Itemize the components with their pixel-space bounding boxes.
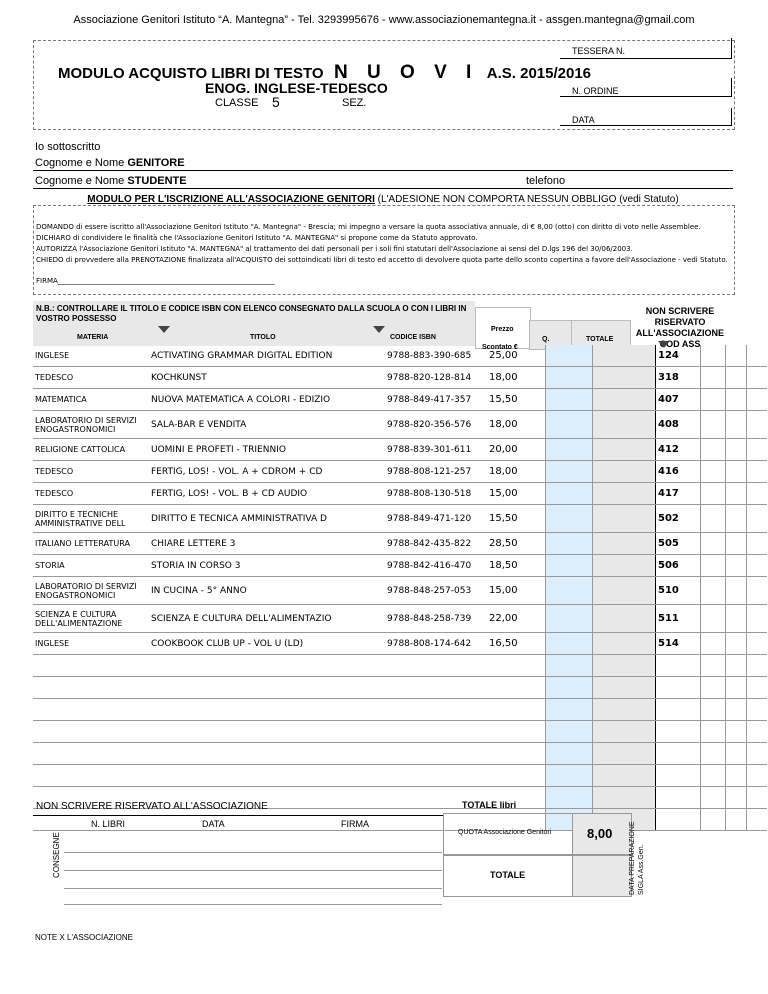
cod-cell [726, 765, 747, 787]
cod-cell [747, 743, 768, 765]
book-materia [33, 699, 149, 721]
book-isbn: 9788-849-471-120 [385, 505, 487, 533]
book-titolo [149, 721, 385, 743]
cod-cell [747, 699, 768, 721]
book-qty[interactable] [546, 577, 593, 605]
cod-cell [701, 721, 726, 743]
membership-title: MODULO PER L'ISCRIZIONE ALL'ASSOCIAZIONE GENITORI (L'ADESIONE NON COMPORTA NESSUN OBBLIGO (vedi Statuto) [87, 194, 679, 205]
cod-cell [747, 555, 768, 577]
book-isbn: 9788-808-121-257 [385, 461, 487, 483]
book-cod-ass: 505 [656, 533, 701, 555]
book-isbn: 9788-820-128-814 [385, 367, 487, 389]
cod-cell [747, 389, 768, 411]
cod-cell [701, 367, 726, 389]
book-titolo [149, 699, 385, 721]
book-isbn: 9788-883-390-685 [385, 345, 487, 367]
book-totale [593, 577, 656, 605]
book-prezzo [487, 721, 546, 743]
col-scontato: Scontato € [482, 344, 518, 351]
empty-book-row [33, 677, 767, 699]
book-qty[interactable] [546, 765, 593, 787]
book-isbn [385, 765, 487, 787]
book-materia: STORIA [33, 555, 149, 577]
book-totale [593, 483, 656, 505]
book-cod-ass: 407 [656, 389, 701, 411]
book-row [33, 461, 767, 483]
cod-cell [701, 555, 726, 577]
cod-cell [701, 699, 726, 721]
book-totale [593, 411, 656, 439]
book-titolo [149, 655, 385, 677]
book-row [33, 389, 767, 411]
n-libri-label: N. LIBRI [91, 819, 126, 829]
cod-cell [726, 577, 747, 605]
classe-label: CLASSE [215, 97, 259, 109]
cod-cell [747, 787, 768, 809]
book-cod-ass [656, 787, 701, 809]
book-isbn [385, 677, 487, 699]
cod-cell [726, 439, 747, 461]
book-isbn: 9788-842-435-822 [385, 533, 487, 555]
book-qty[interactable] [546, 699, 593, 721]
book-prezzo: 15,00 [487, 577, 546, 605]
cod-cell [747, 809, 768, 831]
genitore-field[interactable] [33, 170, 733, 171]
book-prezzo [487, 677, 546, 699]
book-cod-ass [656, 721, 701, 743]
book-totale [593, 345, 656, 367]
book-prezzo: 18,50 [487, 555, 546, 577]
tessera-label: TESSERA N. [572, 46, 626, 56]
data-line[interactable] [560, 125, 732, 126]
note-label: NOTE X L'ASSOCIAZIONE [35, 933, 133, 942]
cod-cell [726, 533, 747, 555]
cod-cell [726, 809, 747, 831]
isbn-dropdown-icon[interactable] [373, 326, 385, 333]
cod-cell [726, 787, 747, 809]
book-materia [33, 677, 149, 699]
book-titolo: IN CUCINA - 5° ANNO [149, 577, 385, 605]
cod-cell [747, 439, 768, 461]
book-materia [33, 655, 149, 677]
book-titolo: KOCHKUNST [149, 367, 385, 389]
book-cod-ass: 124 [656, 345, 701, 367]
col-q: Q. [542, 336, 550, 343]
book-row [33, 633, 767, 655]
ordine-mark [731, 78, 732, 96]
book-isbn: 9788-808-174-642 [385, 633, 487, 655]
reserved-title: NON SCRIVERE RISERVATO ALL'ASSOCIAZIONE COD ASS [635, 306, 725, 349]
book-totale [593, 389, 656, 411]
book-prezzo: 25,00 [487, 345, 546, 367]
book-totale [593, 367, 656, 389]
book-prezzo: 18,00 [487, 411, 546, 439]
cod-cell [726, 605, 747, 633]
book-isbn: 9788-848-258-739 [385, 605, 487, 633]
empty-book-row [33, 743, 767, 765]
cod-cell [747, 605, 768, 633]
book-materia: TEDESCO [33, 367, 149, 389]
book-qty[interactable] [546, 505, 593, 533]
book-prezzo [487, 699, 546, 721]
cod-cell [726, 721, 747, 743]
cod-cell [726, 677, 747, 699]
cod-cell [701, 743, 726, 765]
cod-cell [747, 483, 768, 505]
book-row [33, 483, 767, 505]
cod-cell [747, 655, 768, 677]
book-cod-ass [656, 765, 701, 787]
cod-cell [726, 555, 747, 577]
book-totale [593, 439, 656, 461]
footer-divider [33, 815, 443, 816]
cod-cell [747, 367, 768, 389]
empty-book-row [33, 721, 767, 743]
book-isbn: 9788-849-417-357 [385, 389, 487, 411]
cod-cell [726, 345, 747, 367]
cod-cell [701, 483, 726, 505]
telefono-label: telefono [526, 175, 566, 187]
book-prezzo: 28,50 [487, 533, 546, 555]
book-qty[interactable] [546, 367, 593, 389]
cod-cell [701, 605, 726, 633]
empty-book-row [33, 655, 767, 677]
cod-cell [726, 743, 747, 765]
book-isbn [385, 655, 487, 677]
cod-cell [747, 577, 768, 605]
membership-line-1: DOMANDO di essere iscritto all'Associazione Genitori Istituto "A. Mantegna" - Brescia; mi impegno a versare la quota associativa annuale, di € 8,00 (otto) con diritto di voto nelle Assemblee. [36, 223, 701, 231]
prezzo-header [475, 307, 531, 349]
book-titolo: CHIARE LETTERE 3 [149, 533, 385, 555]
book-cod-ass: 412 [656, 439, 701, 461]
book-qty[interactable] [546, 345, 593, 367]
cod-cell [747, 505, 768, 533]
notice-text: N.B.: CONTROLLARE IL TITOLO E CODICE ISBN CON ELENCO CONSEGNATO DALLA SCUOLA O CON I LIBRI IN VOSTRO POSSESSO [36, 304, 467, 323]
book-totale [593, 633, 656, 655]
book-qty[interactable] [546, 411, 593, 439]
data-mark [731, 108, 732, 125]
book-qty[interactable] [546, 555, 593, 577]
book-prezzo [487, 765, 546, 787]
book-cod-ass [656, 699, 701, 721]
book-materia: INGLESE [33, 633, 149, 655]
book-titolo [149, 677, 385, 699]
book-totale [593, 721, 656, 743]
empty-book-row [33, 699, 767, 721]
book-totale [593, 605, 656, 633]
book-qty[interactable] [546, 677, 593, 699]
book-cod-ass: 510 [656, 577, 701, 605]
book-qty[interactable] [546, 655, 593, 677]
book-isbn [385, 743, 487, 765]
book-qty[interactable] [546, 787, 593, 809]
cod-cell [701, 461, 726, 483]
book-totale [593, 533, 656, 555]
book-prezzo: 16,50 [487, 633, 546, 655]
book-row [33, 411, 767, 439]
membership-box [33, 205, 735, 295]
book-qty[interactable] [546, 633, 593, 655]
book-titolo: FERTIG, LOS! - VOL. A + CDROM + CD [149, 461, 385, 483]
book-totale [593, 787, 656, 809]
cod-cell [701, 633, 726, 655]
consegne-label: CONSEGNE [52, 832, 61, 878]
cod-cell [726, 505, 747, 533]
book-titolo: SALA-BAR E VENDITA [149, 411, 385, 439]
cod-cell [747, 411, 768, 439]
book-titolo: NUOVA MATEMATICA A COLORI - EDIZIO [149, 389, 385, 411]
sez-label: SEZ. [342, 97, 367, 109]
book-totale [593, 555, 656, 577]
book-totale [593, 699, 656, 721]
book-isbn: 9788-848-257-053 [385, 577, 487, 605]
book-totale [593, 765, 656, 787]
book-titolo: UOMINI E PROFETI - TRIENNIO [149, 439, 385, 461]
cod-cell [747, 677, 768, 699]
header-contact: Associazione Genitori Istituto “A. Mantegna” - Tel. 3293995676 - www.associazionemantegna.it - assgen.mantegna@gmail.com [73, 14, 695, 26]
book-cod-ass [656, 743, 701, 765]
book-cod-ass: 318 [656, 367, 701, 389]
course-name: ENOG. INGLESE-TEDESCO [205, 80, 388, 96]
cod-cell [701, 411, 726, 439]
book-prezzo: 18,00 [487, 367, 546, 389]
book-isbn: 9788-808-130-518 [385, 483, 487, 505]
cod-cell [747, 633, 768, 655]
cod-cell [701, 787, 726, 809]
col-isbn: CODICE ISBN [390, 334, 436, 341]
book-cod-ass [656, 809, 701, 831]
quota-box [443, 813, 575, 855]
book-cod-ass: 506 [656, 555, 701, 577]
prep-label: DATA PREPARAZIONE SIGLA Ass.Gen. [629, 821, 645, 895]
cod-cell [726, 461, 747, 483]
tessera-mark [731, 38, 732, 58]
book-prezzo: 20,00 [487, 439, 546, 461]
book-materia [33, 721, 149, 743]
membership-firma[interactable]: FIRMA______________________________________________________________ [36, 277, 275, 285]
book-isbn: 9788-820-356-576 [385, 411, 487, 439]
book-row [33, 439, 767, 461]
cod-cell [701, 655, 726, 677]
book-row [33, 367, 767, 389]
book-materia: SCIENZA E CULTURA DELL'ALIMENTAZIONE [33, 605, 149, 633]
totale-value-box[interactable] [572, 855, 632, 897]
book-cod-ass: 511 [656, 605, 701, 633]
book-cod-ass [656, 655, 701, 677]
firma-label: FIRMA [341, 819, 369, 829]
book-isbn [385, 699, 487, 721]
book-qty[interactable] [546, 389, 593, 411]
book-isbn: 9788-842-416-470 [385, 555, 487, 577]
membership-line-3: AUTORIZZA l'Associazione Genitori Istituto "A. MANTEGNA" al trattamento dei dati personali per i soli fini statutari dell'Associazione ai sensi del D.lgs 196 del 30/06/2003. [36, 245, 633, 253]
book-qty[interactable] [546, 721, 593, 743]
studente-label: Cognome e Nome STUDENTE [35, 175, 187, 187]
book-cod-ass [656, 677, 701, 699]
book-qty[interactable] [546, 605, 593, 633]
quota-value: 8,00 [587, 826, 613, 841]
quota-value-box [572, 813, 632, 855]
book-totale [593, 743, 656, 765]
membership-line-4: CHIEDO di provvedere alla PRENOTAZIONE finalizzata all'ACQUISTO dei sottoindicati libri di testo ed accetto di devolvere quota parte dello sconto copertina a favore dell'Associazione - vedi Statuto. [36, 256, 728, 264]
book-totale [593, 677, 656, 699]
book-titolo: FERTIG, LOS! - VOL. B + CD AUDIO [149, 483, 385, 505]
ordine-label: N. ORDINE [572, 86, 619, 96]
cod-cell [701, 345, 726, 367]
tessera-line[interactable] [560, 58, 732, 59]
cod-cell [726, 389, 747, 411]
book-totale [593, 505, 656, 533]
book-titolo [149, 743, 385, 765]
books-table [33, 345, 767, 831]
cod-cell [747, 461, 768, 483]
book-isbn: 9788-839-301-611 [385, 439, 487, 461]
intro-text: Io sottoscritto [35, 141, 101, 153]
cod-cell [747, 721, 768, 743]
totale-label: TOTALE [490, 870, 526, 880]
book-materia: ITALIANO LETTERATURA [33, 533, 149, 555]
book-row [33, 605, 767, 633]
cod-cell [726, 367, 747, 389]
book-qty[interactable] [546, 743, 593, 765]
book-cod-ass: 417 [656, 483, 701, 505]
totale-libri-label: TOTALE libri [462, 800, 517, 810]
cod-cell [701, 505, 726, 533]
book-materia: INGLESE [33, 345, 149, 367]
book-materia: TEDESCO [33, 483, 149, 505]
quota-label: QUOTA Associazione Genitori [458, 829, 552, 836]
book-prezzo [487, 655, 546, 677]
cod-cell [701, 533, 726, 555]
book-cod-ass: 502 [656, 505, 701, 533]
book-materia: DIRITTO E TECNICHE AMMINISTRATIVE DELL [33, 505, 149, 533]
cod-cell [726, 699, 747, 721]
book-totale [593, 461, 656, 483]
book-prezzo: 15,50 [487, 505, 546, 533]
data-label: DATA [572, 115, 595, 125]
school-year: A.S. 2015/2016 [486, 65, 592, 82]
cod-cell [701, 765, 726, 787]
book-materia: LABORATORIO DI SERVIZI ENOGASTRONOMICI [33, 411, 149, 439]
col-totale: TOTALE [586, 336, 614, 343]
book-titolo: ACTIVATING GRAMMAR DIGITAL EDITION [149, 345, 385, 367]
book-qty[interactable] [546, 439, 593, 461]
book-materia [33, 765, 149, 787]
book-materia: TEDESCO [33, 461, 149, 483]
book-titolo: SCIENZA E CULTURA DELL'ALIMENTAZIO [149, 605, 385, 633]
consegne-lines[interactable] [64, 832, 442, 904]
book-materia [33, 743, 149, 765]
form-title-text: MODULO ACQUISTO LIBRI DI TESTO [58, 65, 324, 82]
book-row [33, 505, 767, 533]
book-cod-ass: 416 [656, 461, 701, 483]
data-consegna-label: DATA [202, 819, 225, 829]
col-titolo: TITOLO [250, 334, 276, 341]
cod-cell [747, 533, 768, 555]
genitore-label: Cognome e Nome GENITORE [35, 157, 185, 169]
col-materia: MATERIA [77, 334, 109, 341]
cod-cell [701, 439, 726, 461]
col-prezzo: Prezzo [491, 326, 514, 333]
book-cod-ass: 514 [656, 633, 701, 655]
book-materia: LABORATORIO DI SERVIZI ENOGASTRONOMICI [33, 577, 149, 605]
form-title-nuovi: N U O V I [334, 62, 479, 83]
cod-cell [726, 411, 747, 439]
ordine-line[interactable] [560, 96, 732, 97]
book-titolo: DIRITTO E TECNICA AMMINISTRATIVA D [149, 505, 385, 533]
book-row [33, 555, 767, 577]
book-prezzo: 15,50 [487, 389, 546, 411]
book-titolo [149, 765, 385, 787]
book-prezzo: 15,00 [487, 483, 546, 505]
book-prezzo: 22,00 [487, 605, 546, 633]
book-titolo: COOKBOOK CLUB UP - VOL U (LD) [149, 633, 385, 655]
titolo-dropdown-icon[interactable] [158, 326, 170, 333]
cod-cell [701, 677, 726, 699]
cod-cell [726, 633, 747, 655]
book-qty[interactable] [546, 483, 593, 505]
cod-cell [701, 389, 726, 411]
book-row [33, 533, 767, 555]
book-totale [593, 655, 656, 677]
book-qty[interactable] [546, 461, 593, 483]
studente-field[interactable] [33, 188, 733, 189]
cod-cell [726, 655, 747, 677]
book-titolo: STORIA IN CORSO 3 [149, 555, 385, 577]
membership-line-2: DICHIARO di condividere le finalità che l'Associazione Genitori Istituto "A. MANTEGNA" si propone come da Statuto approvato. [36, 234, 478, 242]
book-isbn [385, 721, 487, 743]
book-prezzo [487, 743, 546, 765]
classe-value: 5 [272, 94, 280, 110]
totale-box [443, 855, 575, 897]
cod-cell [747, 765, 768, 787]
cod-cell [747, 345, 768, 367]
cod-cell [701, 809, 726, 831]
book-row [33, 577, 767, 605]
empty-book-row [33, 765, 767, 787]
book-row [33, 345, 767, 367]
book-qty[interactable] [546, 533, 593, 555]
footer-reserved: NON SCRIVERE RISERVATO ALL'ASSOCIAZIONE [36, 801, 268, 812]
book-materia: MATEMATICA [33, 389, 149, 411]
book-prezzo: 18,00 [487, 461, 546, 483]
cod-cell [701, 577, 726, 605]
book-materia: RELIGIONE CATTOLICA [33, 439, 149, 461]
cod-cell [726, 483, 747, 505]
book-cod-ass: 408 [656, 411, 701, 439]
